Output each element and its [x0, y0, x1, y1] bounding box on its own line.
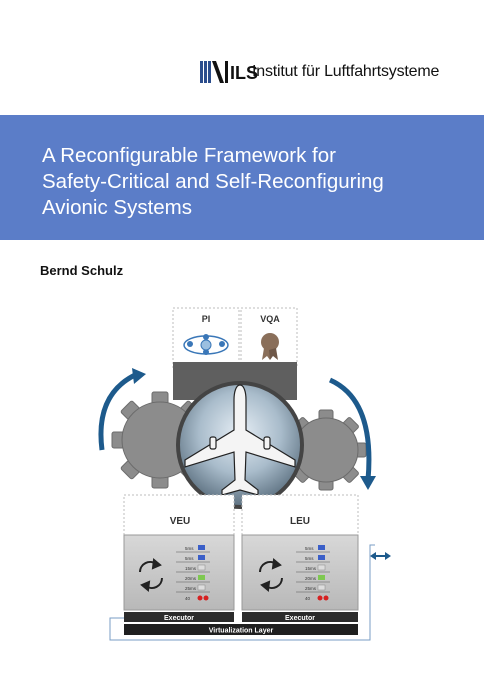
header-logo — [200, 60, 439, 84]
leu-box — [242, 495, 358, 535]
veu-panel — [124, 535, 234, 610]
leu-panel — [242, 535, 358, 610]
architecture-figure — [90, 300, 400, 640]
veu-row-label-6: 40 — [185, 596, 191, 601]
veu-row-label-2: 5ms — [185, 556, 194, 561]
leu-row-label-4: 20ms — [305, 576, 317, 581]
leu-row-label-6: 40 — [305, 596, 311, 601]
veu-row-label-1: 5ms — [185, 546, 194, 551]
book-title — [42, 143, 462, 221]
title-line-3: Avionic Systems — [42, 196, 193, 219]
double-arrow-icon — [370, 552, 391, 560]
seal-icon — [261, 333, 279, 360]
veu-row-label-5: 25ms — [185, 586, 197, 591]
veu-box — [124, 495, 234, 535]
ils-logo-icon — [200, 61, 259, 83]
leu-label: LEU — [290, 516, 310, 527]
author-name: Bernd Schulz — [40, 263, 124, 278]
leu-row-label-2: 5ms — [305, 556, 314, 561]
vqa-label: VQA — [260, 314, 280, 324]
institute-name: Institut für Luftfahrtsysteme — [252, 63, 440, 80]
leu-row-label-5: 25ms — [305, 586, 317, 591]
title-line-2: Safety-Critical and Self-Reconfiguring — [42, 170, 384, 193]
veu-row-label-3: 15ms — [185, 566, 197, 571]
logo-text: ILS — [230, 63, 259, 83]
leu-row-label-1: 5ms — [305, 546, 314, 551]
veu-row-label-4: 20ms — [185, 576, 197, 581]
title-band — [0, 115, 484, 240]
title-line-1: A Reconfigurable Framework for — [42, 144, 336, 167]
executor-label-right: Executor — [285, 615, 315, 622]
virtualization-layer-label: Virtualization Layer — [208, 627, 274, 635]
executor-label-left: Executor — [164, 615, 194, 622]
veu-label: VEU — [169, 516, 191, 527]
pi-label: PI — [201, 314, 211, 324]
leu-row-label-3: 15ms — [305, 566, 317, 571]
